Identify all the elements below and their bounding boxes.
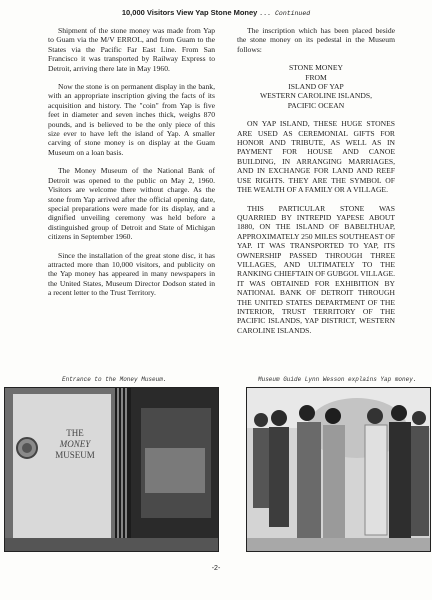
sign-line: MUSEUM bbox=[55, 450, 95, 460]
continued-label: ... Continued bbox=[259, 10, 311, 17]
inscription-paragraph: ON YAP ISLAND, THESE HUGE STONES ARE USED AS CEREMONIAL GIFTS FOR HONOR AND TRIBUTE, AS WELL AS IN PAYMENT FOR HOUSE AND CANOE BUILDING, IN ARRANGING MARRIAGES, AND IN EXCHANGE FOR LAND AND REEF USE RIGHTS. THEY ARE THE SYMBOL OF THE WEALTH OF A FAMILY OR A VILLAGE. bbox=[237, 119, 395, 195]
right-column bbox=[237, 26, 395, 344]
inscription-paragraph: THIS PARTICULAR STONE WAS QUARRIED BY INTREPID YAPESE ABOUT 1880, ON THE ISLAND OF BABELTHUAP, APPROXIMATELY 250 MILES SOUTHEAST OF YAP. IT WAS TRANSPORTED TO YAP, ITS OWNERSHIP PASSED THROUGH THREE VILLAGES, AND ULTIMATELY TO THE RANKING CHIEFTAIN OF GUBGOL VILLAGE. IT WAS OBTAINED FOR EXHIBITION BY NATIONAL BANK OF DETROIT THROUGH THE UNITED STATES DEPARTMENT OF THE INTERIOR, TRUST TERRITORY OF THE PACIFIC ISLANDS, YAP DISTRICT, WESTERN CAROLINE ISLANDS. bbox=[237, 203, 395, 335]
museum-sign bbox=[45, 428, 105, 461]
heading-line: WESTERN CAROLINE ISLANDS, bbox=[259, 91, 372, 101]
sign-line: MONEY bbox=[59, 439, 91, 449]
photo-caption-right: Museum Guide Lynn Wesson explains Yap money. bbox=[258, 376, 417, 383]
heading-line: FROM bbox=[305, 72, 327, 82]
page-number: -2- bbox=[211, 565, 221, 572]
inscription-intro: The inscription which has been placed beside the stone money on its pedestal in the Museum follows: bbox=[237, 26, 395, 54]
page-header bbox=[0, 8, 432, 17]
left-column bbox=[48, 26, 215, 307]
paragraph: The Money Museum of the National Bank of Detroit was opened to the public on May 2, 1960. Visitors are welcome there without charge. As the stone from Yap arrived after the official opening date, special preparations were made for its display, and a dignified unveiling ceremony was held before a distinguished group of Detroit and State of Michigan citizens in September 1960. bbox=[48, 166, 215, 242]
heading-line: STONE MONEY bbox=[288, 63, 344, 73]
entrance-photo-graphic bbox=[5, 388, 218, 551]
article-title: 10,000 Visitors View Yap Stone Money bbox=[121, 8, 258, 17]
inscription-heading bbox=[237, 63, 395, 110]
paragraph: Now the stone is on permanent display in the bank, with an appropriate inscription giving the facts of its acquisition and history. The "coin" from Yap is five feet in diameter and seven inches thick, weighs 870 pounds, and is believed to be the only piece of this size ever to have left the island of Yap. A smaller carving of stone money is on display at the Guam Museum on a loan basis. bbox=[48, 82, 215, 157]
paragraph: Since the installation of the great stone disc, it has attracted more than 10,000 visitors, and publicity on the Yap money has appeared in many newspapers in the United States, Museum Director Dodson stated in a recent letter to the Trust Territory. bbox=[48, 250, 215, 298]
sign-line: THE bbox=[66, 428, 84, 438]
heading-line: ISLAND OF YAP bbox=[288, 82, 344, 92]
photo-caption-left: Entrance to the Money Museum. bbox=[62, 376, 167, 383]
guide-photo-graphic bbox=[247, 388, 430, 551]
heading-line: PACIFIC OCEAN bbox=[287, 100, 345, 110]
paragraph: Shipment of the stone money was made from Yap to Guam via the M/V ERROL, and from Guam to the States via the Pacific Far East Line. From San Francisco it was transported by Railway Express to Detroit, arriving there late in May 1960. bbox=[48, 26, 215, 73]
museum-entrance-photo bbox=[4, 387, 219, 552]
museum-guide-photo bbox=[246, 387, 431, 552]
